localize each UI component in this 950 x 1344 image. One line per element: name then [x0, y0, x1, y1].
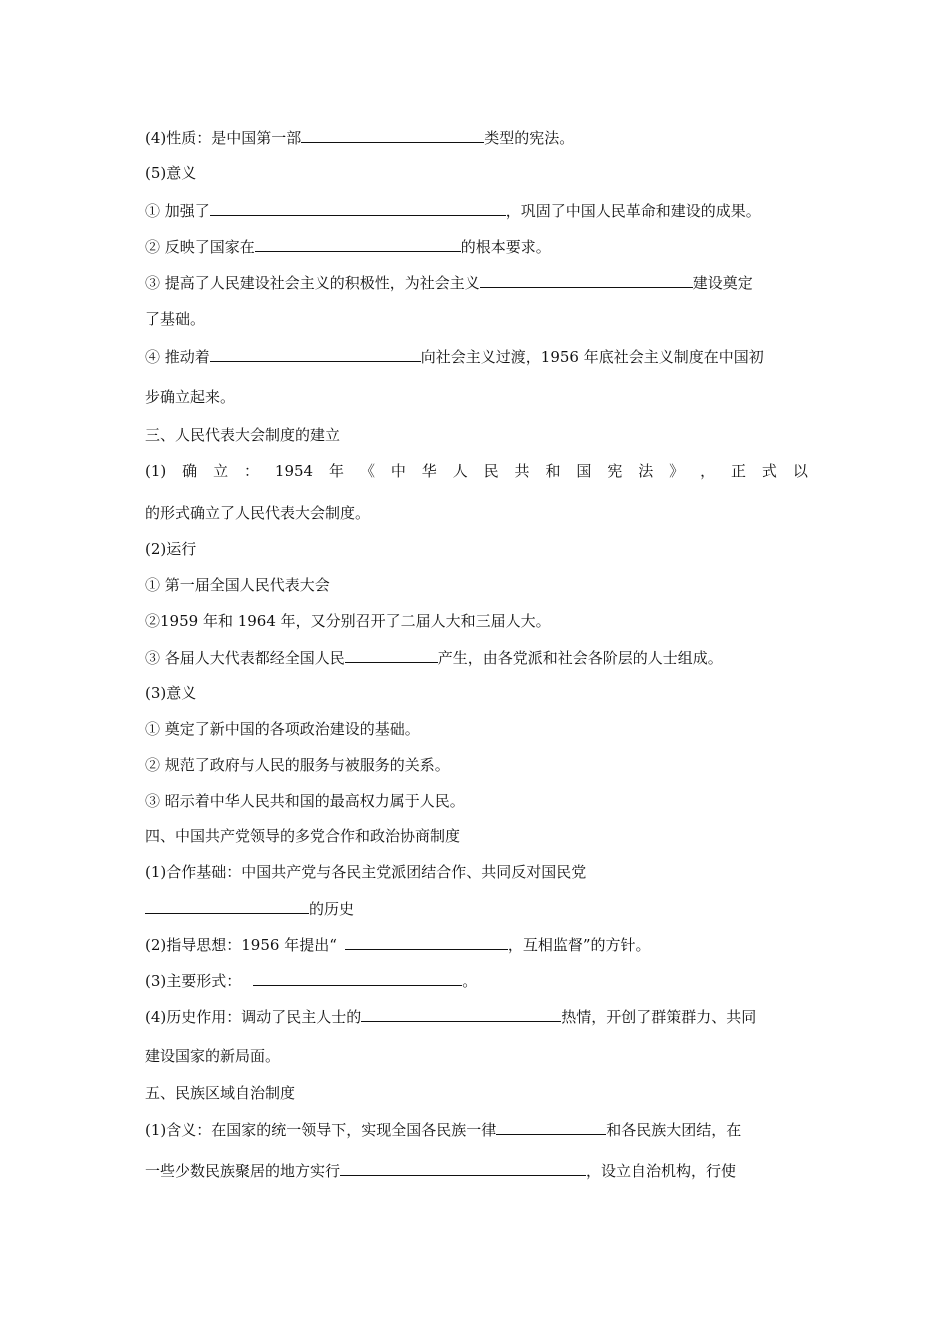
line-main-form: (3)主要形式： 。 [145, 972, 478, 990]
subheading-significance: (5)意义 [145, 164, 197, 182]
line-definition-cont: 一些少数民族聚居的地方实行 ，设立自治机构，行使 [145, 1162, 737, 1180]
line-historical-role: (4)历史作用：调动了民主人士的 热情，开创了群策群力、共同 [145, 1008, 757, 1026]
answer-blank[interactable] [340, 1160, 586, 1176]
answer-blank[interactable] [301, 127, 484, 143]
line-operation-2: ②1959 年和 1964 年，又分别召开了二届人大和三届人大。 [145, 612, 551, 630]
line-historical-role-cont: 建设国家的新局面。 [145, 1047, 281, 1065]
line-significance-2: ② 反映了国家在 的根本要求。 [145, 238, 551, 256]
answer-blank[interactable] [480, 272, 693, 288]
line-operation-3: ③ 各届人大代表都经全国人民 产生，由各党派和社会各阶层的人士组成。 [145, 649, 723, 667]
answer-blank[interactable] [145, 898, 309, 914]
subheading-significance-2: (3)意义 [145, 684, 197, 702]
line-operation-1: ① 第一届全国人民代表大会 [145, 576, 330, 594]
section-heading-4: 四、中国共产党领导的多党合作和政治协商制度 [145, 827, 461, 845]
answer-blank[interactable] [361, 1006, 561, 1022]
answer-blank[interactable] [210, 200, 506, 216]
line-establishment: (1) 确 立 ： 1954 年 《 中 华 人 民 共 和 国 宪 法 》 ， 正 式 以 [145, 462, 808, 480]
line-npc-significance-2: ② 规范了政府与人民的服务与被服务的关系。 [145, 756, 450, 774]
subheading-operation: (2)运行 [145, 540, 197, 558]
line-significance-3-cont: 了基础。 [145, 310, 206, 328]
line-establishment-cont: 的形式确立了人民代表大会制度。 [145, 504, 371, 522]
line-definition: (1)含义：在国家的统一领导下，实现全国各民族一律 和各民族大团结，在 [145, 1121, 742, 1139]
section-heading-3: 三、人民代表大会制度的建立 [145, 426, 341, 444]
answer-blank[interactable] [496, 1119, 606, 1135]
line-significance-3: ③ 提高了人民建设社会主义的积极性，为社会主义 建设奠定 [145, 274, 753, 292]
answer-blank[interactable] [253, 970, 462, 986]
line-significance-4: ④ 推动着 向社会主义过渡，1956 年底社会主义制度在中国初 [145, 348, 764, 366]
line-significance-4-cont: 步确立起来。 [145, 388, 236, 406]
line-cooperation-basis-cont: 的历史 [145, 898, 354, 919]
line-cooperation-basis: (1)合作基础：中国共产党与各民主党派团结合作、共同反对国民党 [145, 863, 587, 881]
answer-blank[interactable] [210, 346, 421, 362]
answer-blank[interactable] [255, 236, 461, 252]
section-heading-5: 五、民族区域自治制度 [145, 1084, 296, 1102]
answer-blank[interactable] [345, 647, 438, 663]
answer-blank[interactable] [345, 934, 508, 950]
line-guiding-principle: (2)指导思想：1956 年提出“ ，互相监督”的方针。 [145, 936, 651, 954]
line-significance-1: ① 加强了 ，巩固了中国人民革命和建设的成果。 [145, 202, 761, 220]
line-nature: (4)性质：是中国第一部 类型的宪法。 [145, 129, 575, 147]
line-npc-significance-3: ③ 昭示着中华人民共和国的最高权力属于人民。 [145, 792, 465, 810]
line-npc-significance-1: ① 奠定了新中国的各项政治建设的基础。 [145, 720, 420, 738]
